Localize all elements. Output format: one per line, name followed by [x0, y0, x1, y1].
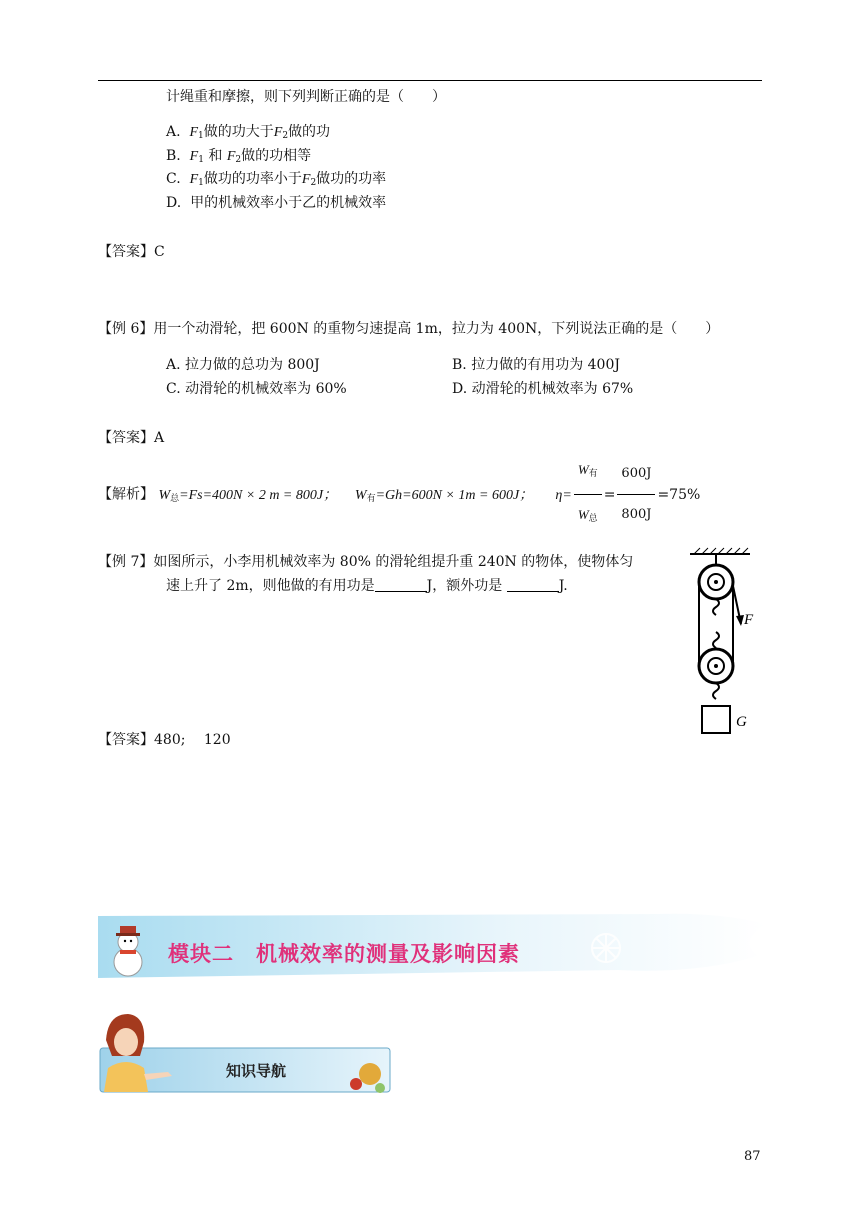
example-7-label: 【例 7】: [98, 554, 154, 570]
force-label: F: [744, 612, 754, 628]
q6-option-c: C. 动滑轮的机械效率为 60%: [166, 381, 347, 397]
q6-option-a: A. 拉力做的总功为 800J: [166, 357, 320, 373]
question-5-stem-tail: 计绳重和摩擦，则下列判断正确的是（ ）: [166, 89, 446, 105]
analysis-label: 【解析】: [98, 486, 154, 503]
q7-answer: 【答案】480; 120: [98, 732, 231, 748]
knowledge-nav-badge: [98, 1012, 392, 1094]
answer-value: C: [154, 244, 165, 260]
q5-answer: [98, 241, 165, 261]
pulley-diagram: [686, 546, 766, 736]
module-title: 模块二 机械效率的测量及影响因素: [168, 942, 520, 966]
q5-option-b: B. $F_1$ 和 $F_2$做的功相等: [166, 148, 312, 165]
q6-answer: 【答案】A: [98, 430, 165, 446]
q5-option-a: A. $F_1$做的功大于$F_2$做的功: [166, 124, 331, 141]
q5-option-c: C. $F_1$做功的功率小于$F_2$做功的功率: [166, 171, 387, 188]
q6-option-d: D. 动滑轮的机械效率为 67%: [452, 381, 634, 397]
formula-w-total: $W_总=Fs=400N \times 2$ m = 800J；: [158, 487, 338, 504]
example-7-stem-line2: 速上升了 2m，则他做的有用功是 J，额外功是 J.: [166, 578, 568, 594]
blank-useful-work[interactable]: [375, 577, 427, 592]
formula-efficiency: η= $\frac{W_有}{W_总}$ = $\frac{600J}{800J}$ =75%: [555, 487, 700, 503]
page-number: 87: [744, 1149, 761, 1164]
example-7-stem-line1: 【例 7】如图所示，小李用机械效率为 80% 的滑轮组提升重 240N 的物体，使物体匀: [98, 554, 634, 570]
knowledge-nav-title: 知识导航: [226, 1062, 287, 1080]
q6-option-b: B. 拉力做的有用功为 400J: [452, 357, 620, 373]
q6-analysis: [98, 452, 701, 524]
example-6-label: 【例 6】: [98, 321, 154, 337]
q5-option-d: D. 甲的机械效率小于乙的机械效率: [166, 195, 387, 211]
formula-w-useful: $W_有=Gh=600N \times 1m = 600J$；: [354, 487, 534, 504]
blank-extra-work[interactable]: [507, 577, 559, 592]
header-rule: [98, 80, 762, 81]
answer-label: 【答案】: [98, 244, 154, 260]
weight-label: G: [736, 714, 747, 730]
snowflake-icon: [592, 934, 620, 962]
example-6-stem: 【例 6】用一个动滑轮，把 600N 的重物匀速提高 1m，拉力为 400N，下列说法正确的是（ ）: [98, 321, 720, 337]
